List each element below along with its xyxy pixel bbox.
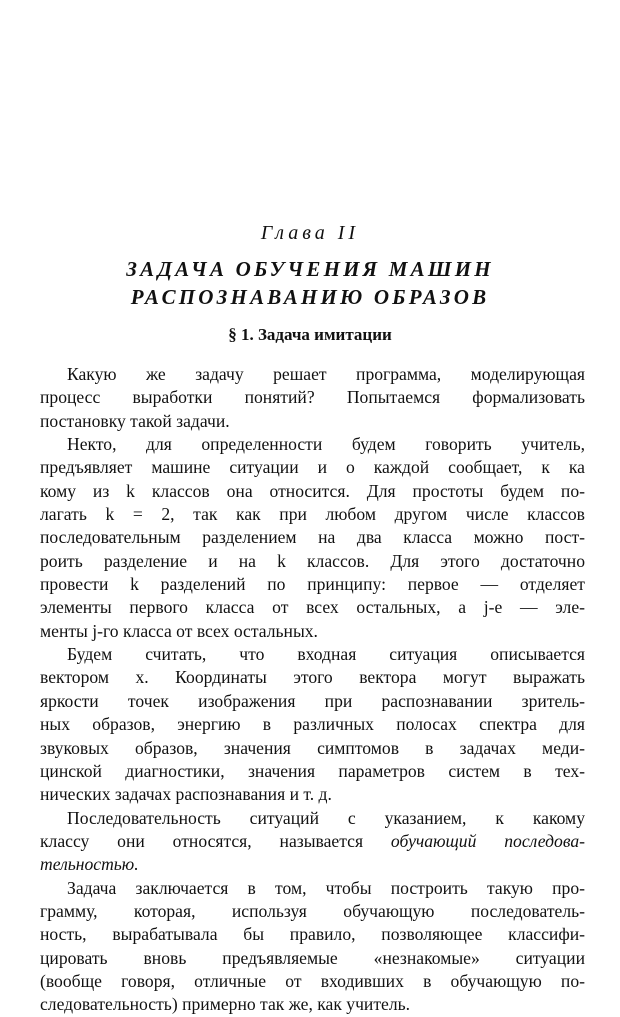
text-line: Задача заключается в том, чтобы построить такую про-	[67, 877, 585, 898]
chapter-title-line-1: ЗАДАЧА ОБУЧЕНИЯ МАШИН	[126, 257, 494, 281]
text-line: нических задачах распознавания и т. д.	[40, 784, 332, 805]
text-line: Будем считать, что входная ситуация описывается	[67, 644, 585, 665]
text-line: грамму, которая, используя обучающую последователь-	[40, 900, 585, 921]
text-line: вектором x. Координаты этого вектора могут выражать	[40, 667, 585, 688]
text-line-with-term	[40, 830, 585, 853]
chapter-title	[0, 255, 620, 311]
text-line: процесс выработки понятий? Попытаемся формализовать	[40, 387, 585, 408]
text-line: менты j-го класса от всех остальных.	[40, 620, 318, 641]
text-line: лагать k = 2, так как при любом другом числе классов	[40, 504, 585, 525]
text-line: следовательность) примерно так же, как учитель.	[40, 994, 411, 1015]
text-fragment: классу они относятся, называется	[40, 830, 364, 851]
text-line: ных образов, энергию в различных полосах спектра для	[40, 714, 585, 735]
chapter-title-line-2: РАСПОЗНАВАНИЮ ОБРАЗОВ	[130, 285, 490, 309]
italic-term: обучающий последова-	[390, 830, 585, 851]
text-line: элементы первого класса от всех остальных, а j-е — эле-	[40, 597, 585, 618]
chapter-label: Глава II	[260, 222, 360, 244]
text-line: провести k разделений по принципу: первое — отделяет	[40, 574, 585, 595]
text-line: яркости точек изображения при распознавании зритель-	[40, 690, 585, 711]
text-line: цировать вновь предъявляемые «незнакомые» ситуации	[40, 947, 585, 968]
text-line: (вообще говоря, отличные от входивших в обучающую по-	[40, 970, 585, 991]
text-line: роить разделение и на k классов. Для этого достаточно	[40, 550, 585, 571]
text-line: предъявляет машине ситуации и о каждой сообщает, к ка	[40, 457, 585, 478]
text-line: Последовательность ситуаций с указанием, к какому	[67, 807, 585, 828]
text-line: постановку такой задачи.	[40, 410, 230, 431]
text-line: Какую же задачу решает программа, моделирующая	[67, 364, 585, 384]
body-text	[40, 363, 585, 1017]
text-line: звуковых образов, значения симптомов в задачах меди-	[40, 737, 585, 758]
text-line: кому из k классов она относится. Для простоты будем по-	[40, 480, 585, 501]
text-line: Некто, для определенности будем говорить учитель,	[67, 434, 585, 455]
text-line: ность, вырабатывала бы правило, позволяющее классифи-	[40, 924, 585, 945]
text-line: последовательным разделением на два класса можно пост-	[40, 527, 585, 548]
section-title: § 1. Задача имитации	[228, 325, 392, 344]
text-line: цинской диагностики, значения параметров систем в тех-	[40, 760, 585, 781]
text-line: тельностью.	[40, 854, 139, 875]
